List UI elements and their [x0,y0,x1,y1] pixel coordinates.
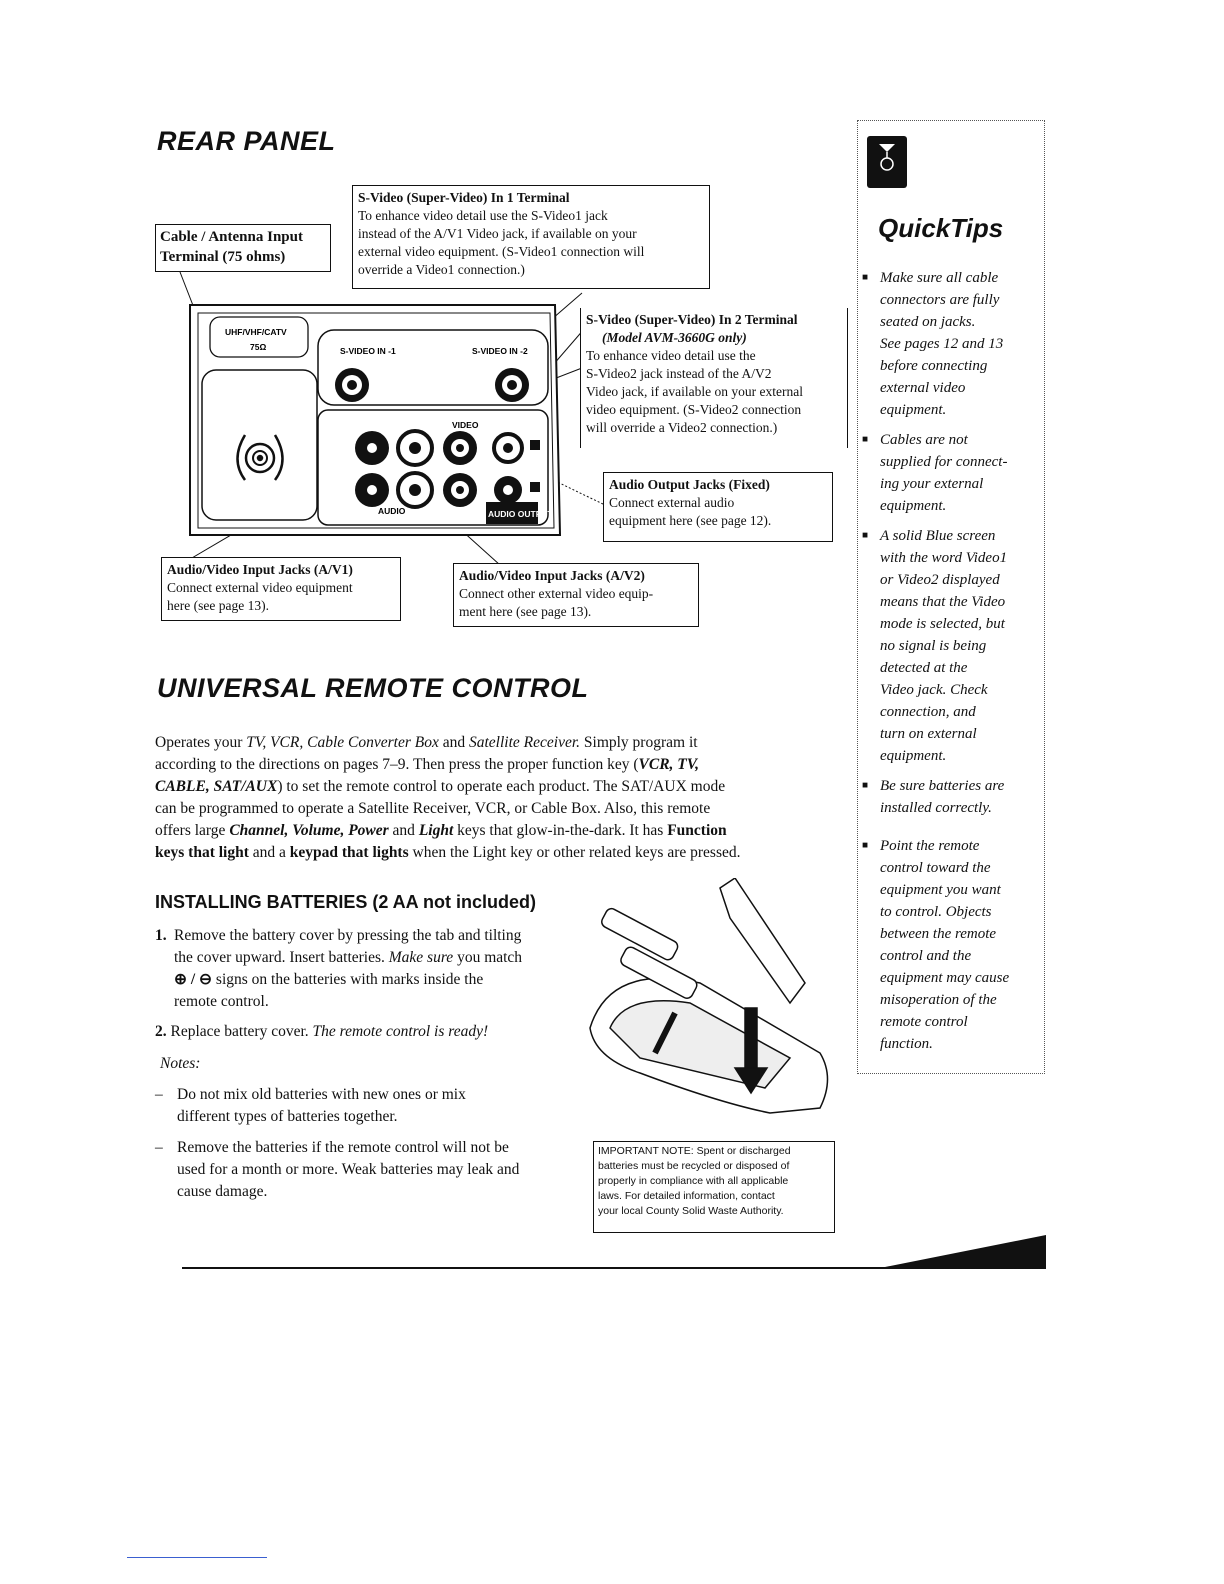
quicktips-panel [857,120,1045,1074]
quicktip-item: ■ Make sure all cable connectors are fully seated on jacks. See pages 12 and 13 before connecting external video equipment. [862,270,1004,418]
battery-step-1: 1. Remove the battery cover by pressing the tab and tilting the cover upward. Insert batteries. Make sure you match ⊕ / ⊖ signs on the batteries with marks inside the remote control. [155,927,523,1010]
intro-line: offers large Channel, Volume, Power and Light keys that glow-in-the-dark. It has Function [155,822,727,839]
remote-intro [155,732,831,864]
audio-output-label: AUDIO OUTPUT [488,509,553,519]
footer-wedge [880,1235,1046,1269]
audio-label: AUDIO [378,506,406,516]
intro-line: according to the directions on pages 7–9. Then press the proper function key (VCR, TV, [155,756,699,773]
cable-antenna-callout: Cable / Antenna Input Terminal (75 ohms) [155,224,331,272]
important-note: IMPORTANT NOTE: Spent or discharged batteries must be recycled or disposed of properly in compliance with all applicable laws. For detailed information, contact your local County Solid Waste Authority. [593,1141,835,1233]
uhf-label: UHF/VHF/CATV [225,327,287,337]
remote-title: UNIVERSAL REMOTE CONTROL [157,673,589,703]
svideo2-callout: S-Video (Super-Video) In 2 Terminal (Model AVM-3660G only) To enhance video detail use the S-Video2 jack instead of the A/V2 Video jack, if available on your external video equipment. (S-Video2 connection will override a Video2 connection.) [580,308,848,448]
battery-step-2: 2. Replace battery cover. The remote control is ready! [155,1023,489,1040]
quicktip-item: ■ Cables are not supplied for connect- ing your external equipment. [862,432,1008,514]
ohm-label: 75Ω [250,342,267,352]
quicktip-item: ■ A solid Blue screen with the word Video1 or Video2 displayed means that the Video mode is selected, but no signal is being detected at the Video jack. Check connection, and turn on external equipment. [862,528,1008,764]
note-2: – Remove the batteries if the remote control will not be used for a month or more. Weak batteries may leak and cause damage. [155,1139,520,1200]
intro-line: can be programmed to operate a Satellite Receiver, VCR, or Cable Box. Also, this remote [155,800,711,817]
svideo-in-2-label: S-VIDEO IN -2 [472,346,528,356]
intro-line: CABLE, SAT/AUX) to set the remote control to operate each product. The SAT/AUX mode [155,778,726,795]
intro-line: Operates your TV, VCR, Cable Converter Box and Satellite Receiver. Simply program it [155,734,698,751]
quicktips-icon [867,136,907,188]
battery-illustration [580,878,835,1118]
video-label: VIDEO [452,420,479,430]
av2-callout: Audio/Video Input Jacks (A/V2) Connect other external video equip- ment here (see page 13). [453,563,699,627]
batteries-heading: INSTALLING BATTERIES (2 AA not included) [155,892,536,912]
av1-callout: Audio/Video Input Jacks (A/V1) Connect external video equipment here (see page 13). [161,557,401,621]
rear-panel-title: REAR PANEL [157,126,336,156]
svideo1-callout: S-Video (Super-Video) In 1 Terminal To enhance video detail use the S-Video1 jack instead of the A/V1 Video jack, if available on your external video equipment. (S-Video1 connection will override a Video1 connection.) [352,185,710,289]
quicktips-list [858,267,1044,1063]
svideo-in-1-label: S-VIDEO IN -1 [340,346,396,356]
quicktip-item: ■ Be sure batteries are installed correctly. [862,778,1005,816]
audio-output-callout: Audio Output Jacks (Fixed) Connect external audio equipment here (see page 12). [603,472,833,542]
quicktip-item: ■ Point the remote control toward the equipment you want to control. Objects between the remote control and the equipment may cause misoperation of the remote control function. [862,838,1010,1052]
bottom-blue-rule [127,1557,267,1558]
intro-line: keys that light and a keypad that lights when the Light key or other related keys are pressed. [155,844,741,861]
note-1: – Do not mix old batteries with new ones or mix different types of batteries together. [155,1086,466,1125]
notes-label: Notes: [160,1055,201,1072]
quicktips-title: QuickTips [878,213,1004,243]
